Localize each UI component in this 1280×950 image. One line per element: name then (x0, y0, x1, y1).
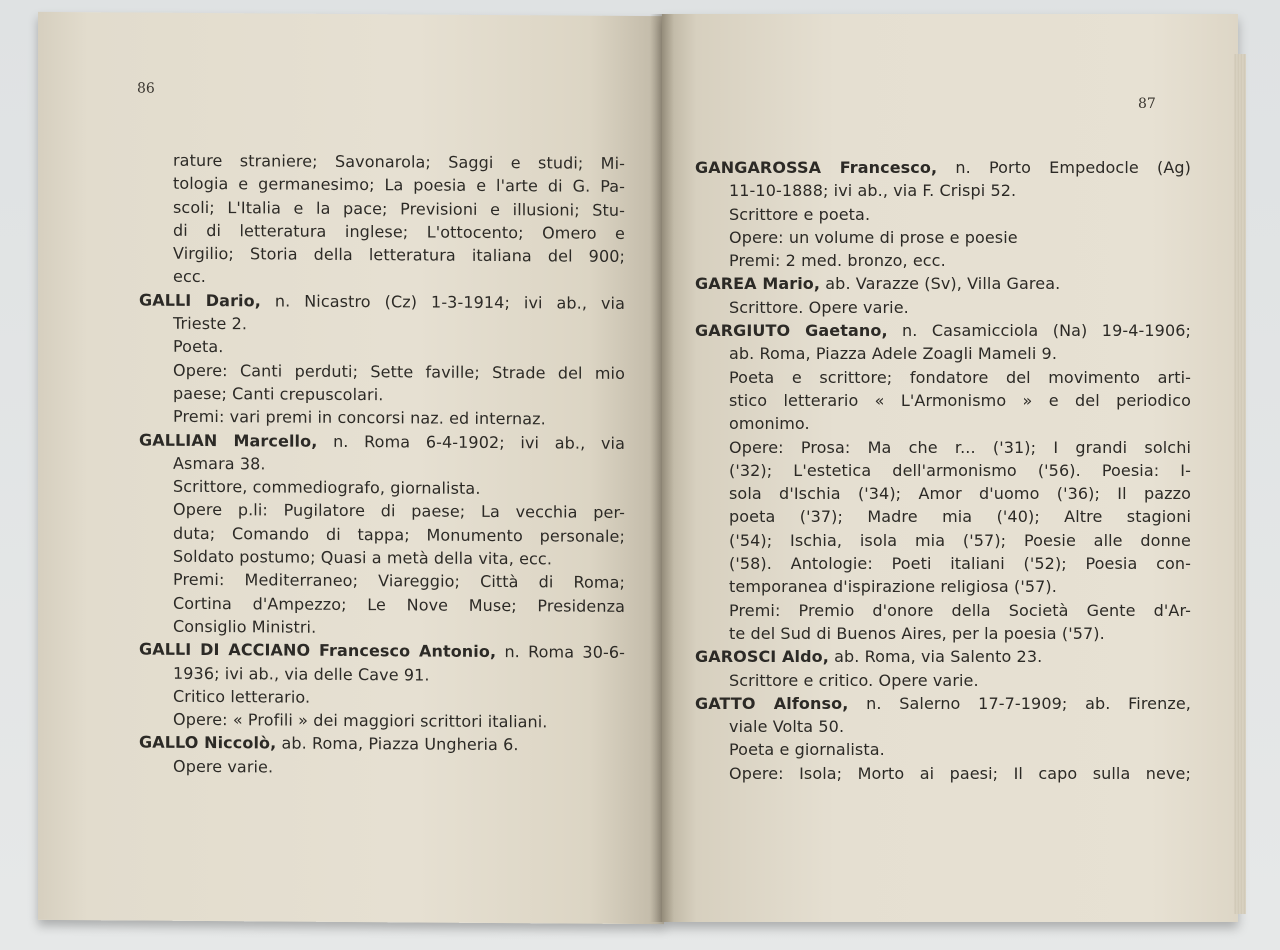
text-line: poeta ('37); Madre mia ('40); Altre stagioni (729, 507, 1191, 527)
text-line: 1936; ivi ab., via delle Cave 91. (173, 663, 430, 685)
entry-details: n. Roma 6-4-1902; ivi ab., via (317, 431, 625, 453)
text-line: Poeta. (173, 337, 224, 357)
entry-details: n. Salerno 17-7-1909; ab. Firenze, (848, 693, 1191, 713)
entry-heading-line (695, 645, 1191, 668)
left-page (38, 12, 664, 924)
text-line: te del Sud di Buenos Aires, per la poesia ('57). (729, 623, 1105, 643)
text-line: Scrittore e critico. Opere varie. (729, 670, 979, 690)
text-line: rature straniere; Savonarola; Saggi e studi; Mi- (173, 150, 625, 173)
text-line: ('32); L'estetica dell'armonismo ('56). Poesia: I- (729, 460, 1191, 480)
text-line: scoli; L'Italia e la pace; Previsioni e illusioni; Stu- (173, 197, 625, 220)
page-number-right: 87 (1138, 96, 1156, 112)
text-line: Asmara 38. (173, 453, 266, 474)
entry-heading-line (695, 156, 1191, 179)
text-line: Opere: Prosa: Ma che r... ('31); I grandi solchi (729, 437, 1191, 457)
text-line: omonimo. (729, 414, 810, 434)
entry-heading-line (139, 428, 625, 455)
text-line: Consiglio Ministri. (173, 616, 317, 637)
right-page (662, 14, 1238, 922)
entry-details: n. Casamicciola (Na) 19-4-1906; (887, 321, 1191, 341)
text-line: Opere: un volume di prose e poesie (729, 227, 1018, 247)
entry-details: n. Porto Empedocle (Ag) (937, 158, 1191, 177)
text-line: Opere: « Profili » dei maggiori scrittori italiani. (173, 709, 548, 732)
text-line: Poeta e giornalista. (729, 740, 885, 760)
left-page-text (139, 149, 625, 781)
entry-details: ab. Roma, Piazza Ungheria 6. (276, 733, 519, 755)
text-line: tologia e germanesimo; La poesia e l'arte di G. Pa- (173, 174, 625, 197)
entry-details: n. Roma 30-6- (496, 642, 625, 663)
text-line: ('54); Ischia, isola mia ('57); Poesie alle donne (729, 530, 1191, 550)
author-name: GAREA Mario, (695, 274, 821, 294)
author-name: GANGAROSSA Francesco, (695, 158, 938, 177)
page-number-left: 86 (137, 80, 155, 97)
text-line: Premi: vari premi in concorsi naz. ed internaz. (173, 407, 546, 429)
entry-heading-line (139, 638, 625, 665)
open-book (38, 14, 1238, 922)
entry-details: n. Nicastro (Cz) 1-3-1914; ivi ab., via (260, 291, 626, 313)
entry-details: ab. Roma, via Salento 23. (828, 647, 1043, 667)
entry-heading-line (139, 731, 625, 758)
text-line: Premi: Mediterraneo; Viareggio; Città di Roma; (173, 570, 625, 593)
entry-heading-line (695, 319, 1191, 342)
text-line: Virgilio; Storia della letteratura italiana del 900; (173, 243, 625, 267)
text-line: Opere: Canti perduti; Sette faville; Strade del mio (173, 360, 625, 383)
text-line: ecc. (173, 267, 206, 287)
text-line: Opere: Isola; Morto ai paesi; Il capo sulla neve; (729, 763, 1191, 783)
text-line: Trieste 2. (173, 313, 248, 334)
text-line: Scrittore. Opere varie. (729, 297, 909, 317)
author-name: GATTO Alfonso, (695, 693, 849, 713)
page-edge-stack (1234, 54, 1246, 914)
entry-details: ab. Varazze (Sv), Villa Garea. (820, 274, 1061, 294)
text-line: Scrittore, commediografo, giornalista. (173, 476, 481, 499)
text-line: Scrittore e poeta. (729, 204, 871, 224)
text-line: Premi: 2 med. bronzo, ecc. (729, 251, 946, 271)
text-line: 11-10-1888; ivi ab., via F. Crispi 52. (729, 181, 1017, 201)
text-line: Critico letterario. (173, 686, 311, 707)
text-line: di di letteratura inglese; L'ottocento; Omero e (173, 220, 625, 243)
text-line: viale Volta 50. (729, 717, 845, 737)
author-name: GALLO Niccolò, (139, 732, 277, 753)
text-line: ('58). Antologie: Poeti italiani ('52); Poesia con- (729, 554, 1191, 574)
text-line: ab. Roma, Piazza Adele Zoagli Mameli 9. (729, 344, 1058, 364)
author-name: GALLI Dario, (139, 290, 261, 311)
right-page-text (695, 156, 1191, 785)
text-line: Opere p.li: Pugilatore di paese; La vecchia per- (173, 500, 625, 523)
text-line: Opere varie. (173, 756, 274, 777)
text-line: Premi: Premio d'onore della Società Gente d'Ar- (729, 600, 1191, 620)
text-line: Cortina d'Ampezzo; Le Nove Muse; Presidenza (173, 593, 625, 616)
book-gutter (650, 14, 674, 922)
text-line: duta; Comando di tappa; Monumento personale; (173, 523, 625, 546)
text-line: sola d'Ischia ('34); Amor d'uomo ('36); Il pazzo (729, 484, 1191, 504)
entry-heading-line (695, 692, 1191, 715)
text-line: paese; Canti crepuscolari. (173, 383, 384, 405)
entry-heading-line (695, 272, 1191, 295)
text-line: stico letterario « L'Armonismo » e del periodico (729, 390, 1191, 410)
text-line: Soldato postumo; Quasi a metà della vita, ecc. (173, 546, 553, 569)
author-name: GALLI DI ACCIANO Francesco Antonio, (139, 639, 497, 662)
author-name: GAROSCI Aldo, (695, 647, 829, 667)
text-line: Poeta e scrittore; fondatore del movimento arti- (729, 367, 1191, 387)
text-line: temporanea d'ispirazione religiosa ('57). (729, 577, 1057, 597)
author-name: GALLIAN Marcello, (139, 430, 318, 451)
entry-heading-line (139, 288, 625, 315)
author-name: GARGIUTO Gaetano, (695, 321, 888, 341)
